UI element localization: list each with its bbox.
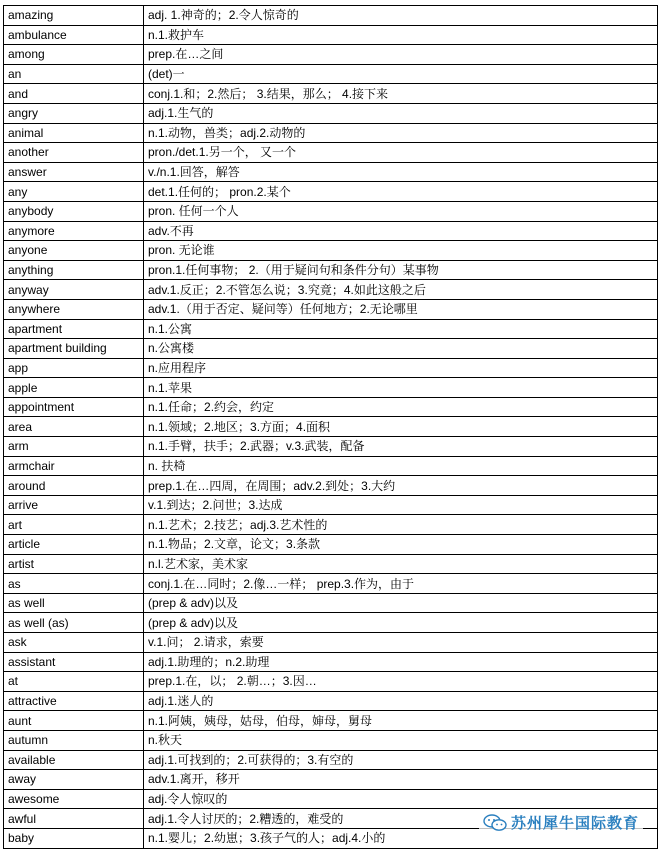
definition-cell: adj.1.迷人的	[144, 691, 658, 711]
word-cell: an	[4, 64, 144, 84]
word-cell: amazing	[4, 6, 144, 26]
definition-cell: n.1.阿姨，姨母，姑母，伯母，婶母，舅母	[144, 711, 658, 731]
word-cell: and	[4, 84, 144, 104]
table-row	[4, 45, 658, 65]
definition-cell: conj.1.和；2.然后； 3.结果，那么； 4.接下来	[144, 84, 658, 104]
definition-cell: n.秋天	[144, 730, 658, 750]
word-cell: artist	[4, 554, 144, 574]
word-cell: as well	[4, 593, 144, 613]
table-row	[4, 182, 658, 202]
table-row	[4, 358, 658, 378]
table-row	[4, 260, 658, 280]
word-cell: around	[4, 476, 144, 496]
table-row	[4, 103, 658, 123]
table-row	[4, 64, 658, 84]
table-row	[4, 691, 658, 711]
definition-cell: adv.1.（用于否定、疑问等）任何地方；2.无论哪里	[144, 299, 658, 319]
definition-cell: pron.1.任何事物； 2.（用于疑问句和条件分句）某事物	[144, 260, 658, 280]
table-row	[4, 574, 658, 594]
table-row	[4, 456, 658, 476]
word-cell: area	[4, 417, 144, 437]
table-row	[4, 593, 658, 613]
table-row	[4, 397, 658, 417]
table-row	[4, 378, 658, 398]
word-cell: among	[4, 45, 144, 65]
definition-cell: adv.1.离开，移开	[144, 770, 658, 790]
definition-cell: n.公寓楼	[144, 339, 658, 359]
definition-cell: n.1.婴儿；2.幼崽；3.孩子气的人；adj.4.小的	[144, 828, 658, 848]
definition-cell: adj. 1.神奇的；2.令人惊奇的	[144, 6, 658, 26]
definition-cell: v.1.问； 2.请求，索要	[144, 633, 658, 653]
word-cell: autumn	[4, 730, 144, 750]
table-row	[4, 6, 658, 26]
word-cell: apartment building	[4, 339, 144, 359]
definition-cell: pron. 任何一个人	[144, 201, 658, 221]
word-cell: awful	[4, 809, 144, 829]
definition-cell: adv.不再	[144, 221, 658, 241]
definition-cell: (det)一	[144, 64, 658, 84]
table-row	[4, 535, 658, 555]
word-cell: awesome	[4, 789, 144, 809]
word-cell: arrive	[4, 495, 144, 515]
table-row	[4, 25, 658, 45]
definition-cell: adj.1.可找到的；2.可获得的；3.有空的	[144, 750, 658, 770]
watermark	[479, 811, 643, 834]
word-cell: anymore	[4, 221, 144, 241]
word-cell: anything	[4, 260, 144, 280]
definition-cell: prep.在…之间	[144, 45, 658, 65]
watermark-text: 苏州犀牛国际教育	[510, 814, 639, 832]
word-cell: another	[4, 143, 144, 163]
word-cell: away	[4, 770, 144, 790]
definition-cell: adj.令人惊叹的	[144, 789, 658, 809]
word-cell: assistant	[4, 652, 144, 672]
word-cell: appointment	[4, 397, 144, 417]
table-row	[4, 711, 658, 731]
word-cell: anywhere	[4, 299, 144, 319]
definition-cell: n.应用程序	[144, 358, 658, 378]
table-row	[4, 319, 658, 339]
table-row	[4, 789, 658, 809]
table-row	[4, 613, 658, 633]
table-row	[4, 143, 658, 163]
table-row	[4, 633, 658, 653]
definition-cell: prep.1.在，以； 2.朝…；3.因…	[144, 672, 658, 692]
word-cell: anybody	[4, 201, 144, 221]
word-cell: animal	[4, 123, 144, 143]
definition-cell: n.1.艺术；2.技艺；adj.3.艺术性的	[144, 515, 658, 535]
table-row	[4, 495, 658, 515]
word-cell: attractive	[4, 691, 144, 711]
vocabulary-table-body	[4, 6, 658, 849]
table-row	[4, 672, 658, 692]
word-cell: as	[4, 574, 144, 594]
table-row	[4, 241, 658, 261]
table-row	[4, 554, 658, 574]
definition-cell: (prep & adv)以及	[144, 613, 658, 633]
definition-cell: n.1.手臂，扶手；2.武器；v.3.武装，配备	[144, 437, 658, 457]
definition-cell: v./n.1.回答，解答	[144, 162, 658, 182]
word-cell: apple	[4, 378, 144, 398]
table-row	[4, 221, 658, 241]
definition-cell: adj.1.生气的	[144, 103, 658, 123]
definition-cell: n.1.领域；2.地区；3.方面；4.面积	[144, 417, 658, 437]
definition-cell: pron. 无论谁	[144, 241, 658, 261]
word-cell: ask	[4, 633, 144, 653]
definition-cell: (prep & adv)以及	[144, 593, 658, 613]
word-cell: at	[4, 672, 144, 692]
wechat-icon	[483, 814, 507, 832]
table-row	[4, 123, 658, 143]
table-row	[4, 84, 658, 104]
definition-cell: adj.1.助理的；n.2.助理	[144, 652, 658, 672]
word-cell: anyone	[4, 241, 144, 261]
table-row	[4, 339, 658, 359]
word-cell: article	[4, 535, 144, 555]
vocabulary-table	[3, 5, 658, 849]
word-cell: anyway	[4, 280, 144, 300]
definition-cell: n.1.动物，兽类；adj.2.动物的	[144, 123, 658, 143]
word-cell: baby	[4, 828, 144, 848]
definition-cell: adj.1.令人讨厌的；2.糟透的，难受的	[144, 809, 658, 829]
word-cell: any	[4, 182, 144, 202]
word-cell: available	[4, 750, 144, 770]
definition-cell: n.1.任命；2.约会，约定	[144, 397, 658, 417]
table-row	[4, 299, 658, 319]
word-cell: ambulance	[4, 25, 144, 45]
word-cell: apartment	[4, 319, 144, 339]
word-cell: aunt	[4, 711, 144, 731]
word-cell: answer	[4, 162, 144, 182]
table-row	[4, 730, 658, 750]
word-cell: art	[4, 515, 144, 535]
word-cell: armchair	[4, 456, 144, 476]
definition-cell: n. 扶椅	[144, 456, 658, 476]
definition-cell: n.1.苹果	[144, 378, 658, 398]
table-row	[4, 437, 658, 457]
definition-cell: adv.1.反正；2.不管怎么说；3.究竟；4.如此这般之后	[144, 280, 658, 300]
definition-cell: n.1.物品；2.文章，论文；3.条款	[144, 535, 658, 555]
definition-cell: n.1.公寓	[144, 319, 658, 339]
table-row	[4, 280, 658, 300]
table-row	[4, 417, 658, 437]
word-cell: as well (as)	[4, 613, 144, 633]
definition-cell: det.1.任何的； pron.2.某个	[144, 182, 658, 202]
definition-cell: v.1.到达；2.问世；3.达成	[144, 495, 658, 515]
table-row	[4, 652, 658, 672]
table-row	[4, 201, 658, 221]
definition-cell: prep.1.在…四周，在周围；adv.2.到处；3.大约	[144, 476, 658, 496]
table-row	[4, 476, 658, 496]
definition-cell: n.1.救护车	[144, 25, 658, 45]
table-row	[4, 750, 658, 770]
word-cell: arm	[4, 437, 144, 457]
table-row	[4, 515, 658, 535]
definition-cell: conj.1.在…同时；2.像…一样； prep.3.作为，由于	[144, 574, 658, 594]
word-cell: angry	[4, 103, 144, 123]
table-row	[4, 162, 658, 182]
definition-cell: pron./det.1.另一个， 又一个	[144, 143, 658, 163]
table-row	[4, 770, 658, 790]
word-cell: app	[4, 358, 144, 378]
definition-cell: n.l.艺术家，美术家	[144, 554, 658, 574]
